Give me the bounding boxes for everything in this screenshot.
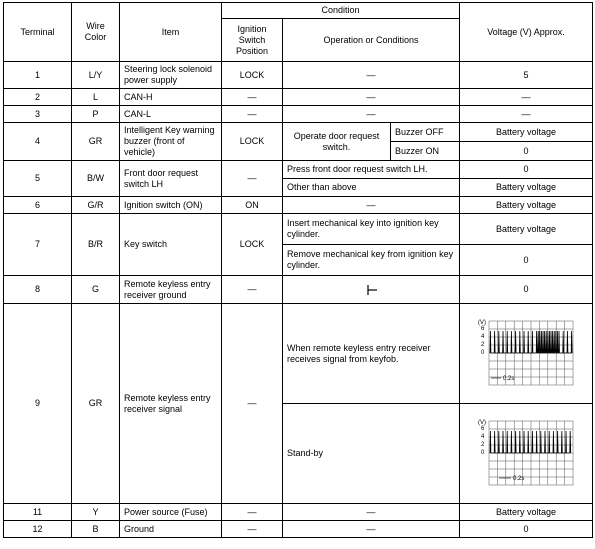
ignition-11: — [222, 504, 283, 521]
sub-condition-4-buzzer-off: Buzzer OFF [391, 123, 460, 142]
voltage-12: 0 [460, 521, 593, 538]
wire-color-5: B/W [72, 161, 120, 197]
operation-6: — [283, 197, 460, 214]
voltage-7-insert: Battery voltage [460, 214, 593, 245]
item-6: Ignition switch (ON) [120, 197, 222, 214]
item-3: CAN-L [120, 106, 222, 123]
item-2: CAN-H [120, 89, 222, 106]
wire-color-8: G [72, 276, 120, 304]
waveform-standby-unit: (V) [478, 419, 487, 426]
item-7: Key switch [120, 214, 222, 276]
voltage-4-buzzer-off: Battery voltage [460, 123, 593, 142]
ignition-7: LOCK [222, 214, 283, 276]
header-ignition-switch-position: Ignition Switch Position [222, 19, 283, 62]
ignition-8: — [222, 276, 283, 304]
voltage-4-buzzer-on: 0 [460, 142, 593, 161]
wire-color-4: GR [72, 123, 120, 161]
ignition-4: LOCK [222, 123, 283, 161]
waveform-receive-tick-6: 6 [481, 325, 485, 332]
voltage-11: Battery voltage [460, 504, 593, 521]
ignition-6: ON [222, 197, 283, 214]
operation-2: — [283, 89, 460, 106]
operation-9-receive: When remote keyless entry receiver receives signal from keyfob. [283, 304, 460, 404]
header-item: Item [120, 3, 222, 62]
ignition-12: — [222, 521, 283, 538]
terminal-voltage-table [3, 2, 593, 538]
voltage-7-remove: 0 [460, 245, 593, 276]
wire-color-3: P [72, 106, 120, 123]
sub-condition-4-buzzer-on: Buzzer ON [391, 142, 460, 161]
item-11: Power source (Fuse) [120, 504, 222, 521]
operation-3: — [283, 106, 460, 123]
voltage-3: — [460, 106, 593, 123]
item-8: Remote keyless entry receiver ground [120, 276, 222, 304]
terminal-7: 7 [4, 214, 72, 276]
terminal-3: 3 [4, 106, 72, 123]
item-5: Front door request switch LH [120, 161, 222, 197]
wire-color-7: B/R [72, 214, 120, 276]
header-terminal: Terminal [4, 3, 72, 62]
operation-7-remove: Remove mechanical key from ignition key cylinder. [283, 245, 460, 276]
terminal-1: 1 [4, 62, 72, 89]
waveform-standby-tick-0: 0 [481, 449, 485, 456]
header-wire-color: Wire Color [72, 3, 120, 62]
operation-8 [283, 276, 460, 304]
waveform-cell-standby [460, 404, 593, 504]
voltage-6: Battery voltage [460, 197, 593, 214]
ignition-3: — [222, 106, 283, 123]
item-1: Steering lock solenoid power supply [120, 62, 222, 89]
terminal-11: 11 [4, 504, 72, 521]
waveform-receive-tick-0: 0 [481, 349, 485, 356]
terminal-4: 4 [4, 123, 72, 161]
wire-color-6: G/R [72, 197, 120, 214]
ignition-9: — [222, 304, 283, 504]
terminal-12: 12 [4, 521, 72, 538]
wire-color-1: L/Y [72, 62, 120, 89]
wire-color-11: Y [72, 504, 120, 521]
operation-1: — [283, 62, 460, 89]
waveform-cell-receive [460, 304, 593, 404]
terminal-6: 6 [4, 197, 72, 214]
voltage-5-press: 0 [460, 161, 593, 179]
operation-5-other: Other than above [283, 179, 460, 197]
waveform-standby-trace [490, 431, 571, 453]
voltage-5-other: Battery voltage [460, 179, 593, 197]
ignition-1: LOCK [222, 62, 283, 89]
voltage-1: 5 [460, 62, 593, 89]
terminal-9: 9 [4, 304, 72, 504]
wire-color-2: L [72, 89, 120, 106]
operation-5-press: Press front door request switch LH. [283, 161, 460, 179]
waveform-receive-time: 0.2s [503, 375, 515, 382]
terminal-8: 8 [4, 276, 72, 304]
ignition-5: — [222, 161, 283, 197]
waveform-receive-tick-4: 4 [481, 333, 485, 340]
operation-11: — [283, 504, 460, 521]
operation-9-standby: Stand-by [283, 404, 460, 504]
header-condition: Condition [222, 3, 460, 19]
wire-color-12: B [72, 521, 120, 538]
operation-12: — [283, 521, 460, 538]
item-9: Remote keyless entry receiver signal [120, 304, 222, 504]
waveform-receive-graph [477, 317, 575, 391]
waveform-standby-time: 0.2s [513, 475, 525, 482]
terminal-table-sheet [3, 2, 593, 538]
terminal-2: 2 [4, 89, 72, 106]
voltage-8: 0 [460, 276, 593, 304]
waveform-receive-unit: (V) [478, 319, 487, 326]
waveform-receive-tick-2: 2 [481, 341, 485, 348]
item-12: Ground [120, 521, 222, 538]
operation-7-insert: Insert mechanical key into ignition key cylinder. [283, 214, 460, 245]
header-voltage: Voltage (V) Approx. [460, 3, 593, 62]
waveform-standby-graph [477, 417, 575, 491]
header-operation: Operation or Conditions [283, 19, 460, 62]
voltage-2: — [460, 89, 593, 106]
waveform-standby-tick-2: 2 [481, 441, 485, 448]
waveform-standby-tick-6: 6 [481, 425, 485, 432]
ground-symbol-icon [363, 284, 379, 296]
item-4: Intelligent Key warning buzzer (front of vehicle) [120, 123, 222, 161]
operation-4: Operate door request switch. [283, 123, 391, 161]
waveform-standby-tick-4: 4 [481, 433, 485, 440]
ignition-2: — [222, 89, 283, 106]
wire-color-9: GR [72, 304, 120, 504]
terminal-5: 5 [4, 161, 72, 197]
